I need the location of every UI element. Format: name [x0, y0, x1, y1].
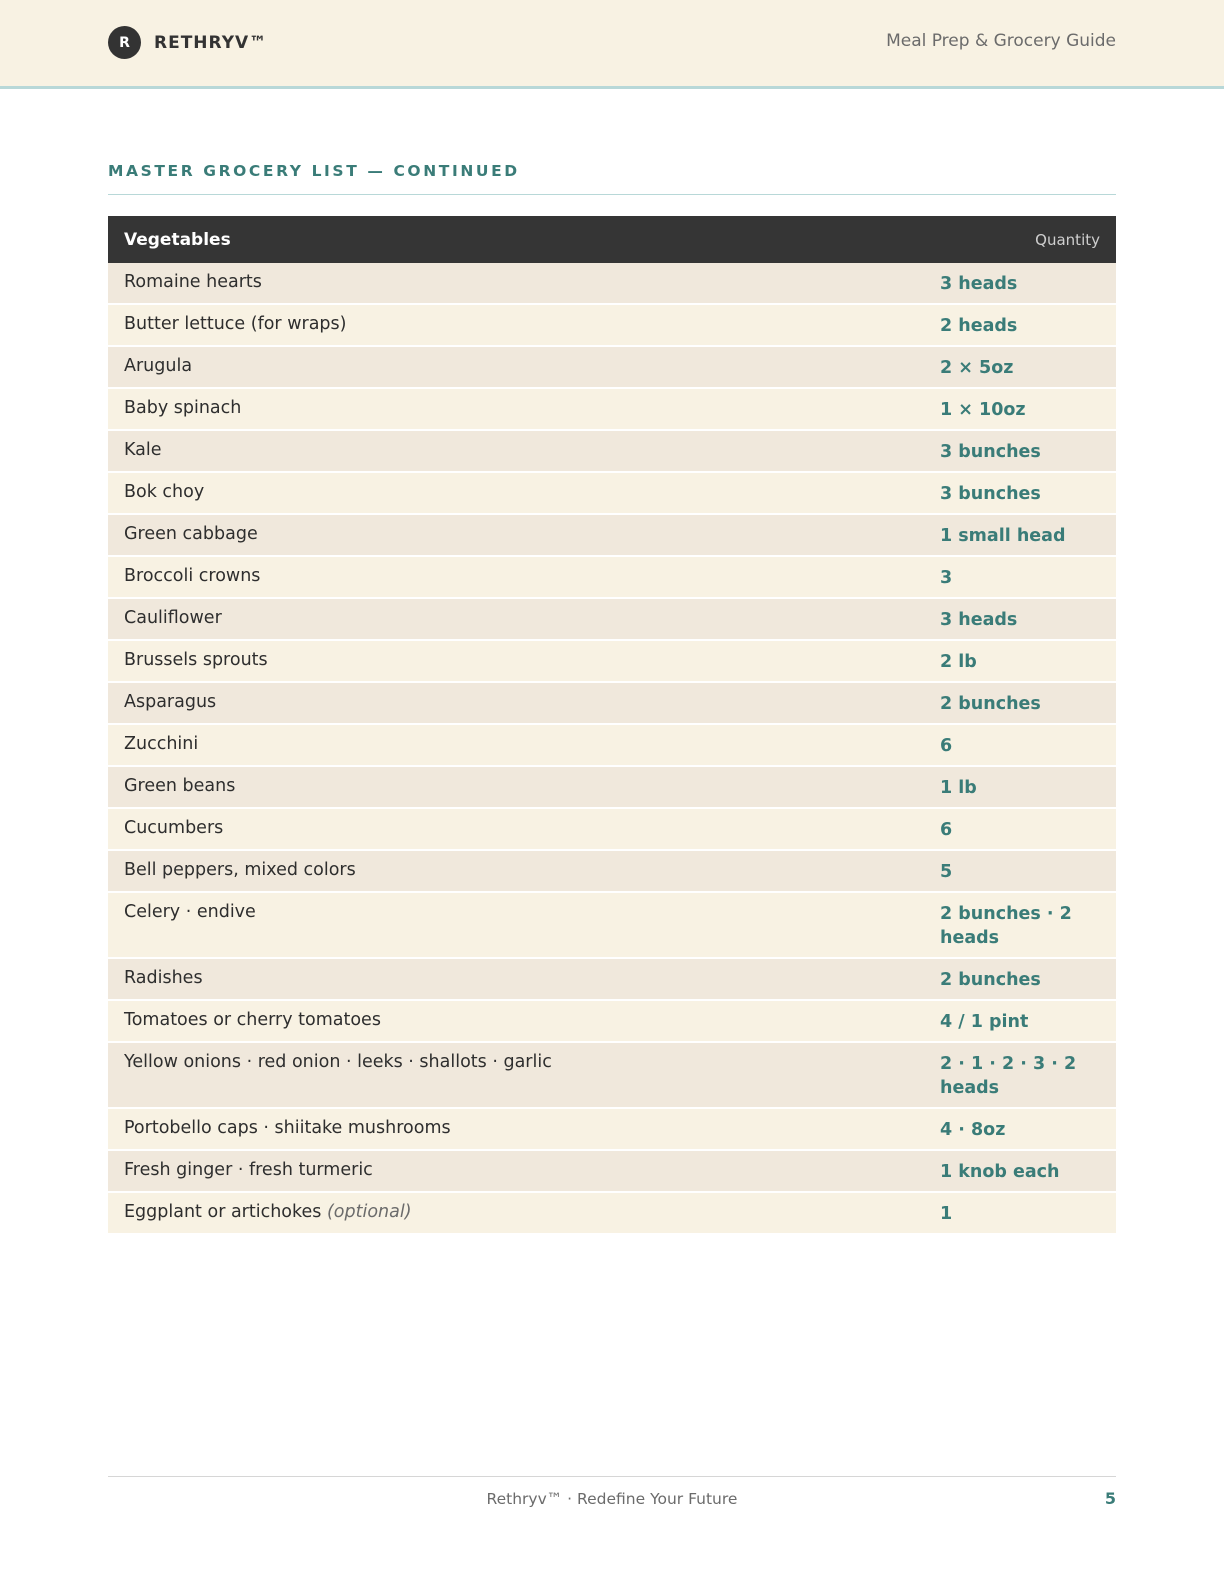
item-note: (optional)	[326, 1202, 412, 1222]
item-name	[108, 959, 924, 999]
item-name	[108, 431, 924, 471]
table-row	[108, 725, 1116, 767]
item-label: Broccoli crowns	[124, 566, 261, 586]
item-quantity: 2 lb	[940, 652, 977, 672]
item-quantity: 4 / 1 pint	[940, 1012, 1029, 1032]
item-quantity: 2 bunches	[940, 970, 1041, 990]
item-name	[108, 1043, 924, 1107]
brand-name: RETHRYV™	[154, 32, 268, 53]
item-label: Zucchini	[124, 734, 199, 754]
item-name	[108, 767, 924, 807]
column-header-quantity: Quantity	[1035, 230, 1100, 249]
item-name	[108, 263, 924, 303]
item-quantity: 3	[940, 568, 953, 588]
document-title: Meal Prep & Grocery Guide	[886, 31, 1116, 51]
section-title: MASTER GROCERY LIST — CONTINUED	[108, 162, 520, 180]
table-row	[108, 1151, 1116, 1193]
item-label: Baby spinach	[124, 398, 242, 418]
table-body	[108, 263, 1116, 1235]
item-quantity: 5	[940, 862, 953, 882]
item-label: Celery · endive	[124, 902, 256, 922]
item-label: Green cabbage	[124, 524, 258, 544]
brand-logo: R	[108, 26, 141, 59]
page-header	[0, 0, 1224, 89]
table-header	[108, 216, 1116, 263]
item-label: Tomatoes or cherry tomatoes	[124, 1010, 381, 1030]
table-row	[108, 1193, 1116, 1235]
table-row	[108, 599, 1116, 641]
item-label: Radishes	[124, 968, 203, 988]
item-quantity: 3 bunches	[940, 484, 1041, 504]
item-quantity: 1	[940, 1204, 953, 1224]
table-row	[108, 683, 1116, 725]
item-name	[108, 515, 924, 555]
item-label: Arugula	[124, 356, 193, 376]
item-name	[108, 809, 924, 849]
table-row	[108, 347, 1116, 389]
table-row	[108, 767, 1116, 809]
grocery-table	[108, 216, 1116, 1235]
table-row	[108, 305, 1116, 347]
table-row	[108, 473, 1116, 515]
item-label: Green beans	[124, 776, 236, 796]
table-row	[108, 1001, 1116, 1043]
item-name	[108, 347, 924, 387]
item-label: Romaine hearts	[124, 272, 262, 292]
page-number: 5	[1104, 1489, 1116, 1508]
item-quantity: 4 · 8oz	[940, 1120, 1006, 1140]
item-quantity: 2 × 5oz	[940, 358, 1014, 378]
item-name	[108, 305, 924, 345]
item-quantity: 1 × 10oz	[940, 400, 1026, 420]
table-row	[108, 431, 1116, 473]
table-row	[108, 557, 1116, 599]
item-quantity: 1 small head	[940, 526, 1066, 546]
item-label: Bell peppers, mixed colors	[124, 860, 356, 880]
table-row	[108, 809, 1116, 851]
item-label: Kale	[124, 440, 162, 460]
item-label: Butter lettuce (for wraps)	[124, 314, 347, 334]
table-row	[108, 851, 1116, 893]
table-row	[108, 893, 1116, 959]
item-quantity: 1 lb	[940, 778, 977, 798]
table-row	[108, 641, 1116, 683]
item-name	[108, 893, 924, 957]
item-label: Yellow onions · red onion · leeks · shallots · garlic	[124, 1052, 552, 1072]
item-quantity: 6	[940, 820, 953, 840]
table-row	[108, 515, 1116, 557]
section-divider	[108, 194, 1116, 195]
item-quantity: 3 heads	[940, 610, 1018, 630]
brand	[108, 26, 267, 59]
item-quantity: 1 knob each	[940, 1162, 1060, 1182]
item-quantity: 2 bunches · 2 heads	[940, 904, 1072, 948]
footer-divider	[108, 1476, 1116, 1477]
item-name	[108, 641, 924, 681]
item-name	[108, 1151, 924, 1191]
item-name	[108, 725, 924, 765]
item-label: Portobello caps · shiitake mushrooms	[124, 1118, 451, 1138]
item-name	[108, 1193, 924, 1233]
table-row	[108, 1043, 1116, 1109]
item-name	[108, 683, 924, 723]
item-name	[108, 1109, 924, 1149]
item-label: Brussels sprouts	[124, 650, 268, 670]
table-row	[108, 1109, 1116, 1151]
footer-tagline: Rethryv™ · Redefine Your Future	[486, 1490, 738, 1508]
item-quantity: 2 · 1 · 2 · 3 · 2 heads	[940, 1054, 1077, 1098]
item-label: Bok choy	[124, 482, 205, 502]
item-label: Asparagus	[124, 692, 217, 712]
item-label: Fresh ginger · fresh turmeric	[124, 1160, 373, 1180]
item-quantity: 3 bunches	[940, 442, 1041, 462]
table-row	[108, 389, 1116, 431]
item-name	[108, 473, 924, 513]
item-name	[108, 851, 924, 891]
item-quantity: 2 heads	[940, 316, 1018, 336]
column-header-vegetables: Vegetables	[124, 229, 231, 250]
item-label: Cauliflower	[124, 608, 222, 628]
table-row	[108, 959, 1116, 1001]
item-name	[108, 599, 924, 639]
item-quantity: 3 heads	[940, 274, 1018, 294]
table-row	[108, 263, 1116, 305]
item-name	[108, 557, 924, 597]
item-label: Cucumbers	[124, 818, 224, 838]
item-name	[108, 1001, 924, 1041]
item-name	[108, 389, 924, 429]
item-label: Eggplant or artichokes	[124, 1202, 322, 1222]
item-quantity: 6	[940, 736, 953, 756]
item-quantity: 2 bunches	[940, 694, 1041, 714]
